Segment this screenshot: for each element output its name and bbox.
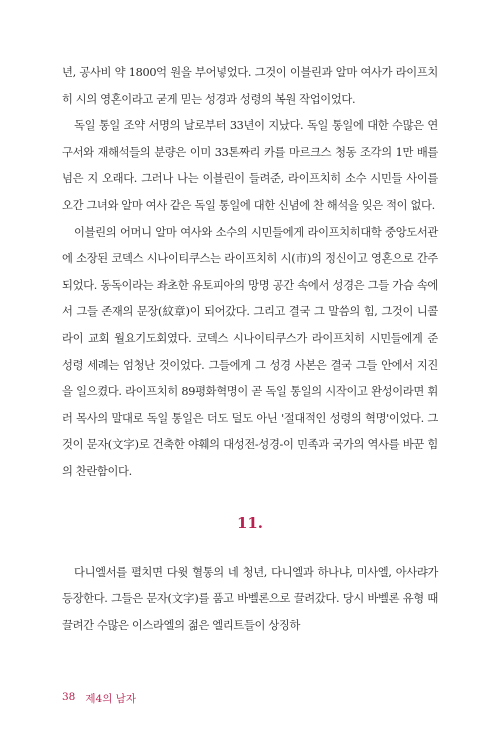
- section-heading: 11.: [236, 513, 264, 532]
- paragraph-3: 이블린의 어머니 알마 여사와 소수의 시민들에게 라이프치히대학 중앙도서관에 소장된 코덱스 시나이티쿠스는 라이프치히 시(市)의 정신이고 영혼으로 간주되었다. 동독이라는 좌초한 유토피아의 망명 공간 속에서 성경은 그들 가슴 속에서 그들 존재의 문장(紋章)이 되어갔다. 그리고 결국 그 말씀의 힘, 그것이 니콜라이 교회 월요기도회였다. 코덱스 시나이티쿠스가 라이프치히 시민들에게 준 성령 세례는 엄청난 것이었다. 그들에게 그 성경 사본은 결국 그들 안에서 지진을 일으켰다. 라이프치히 89평화혁명이 곧 독일 통일의 시작이고 완성이라면 휘러 목사의 말대로 독일 통일은 더도 덜도 아닌 '절대적인 성령의 혁명'이었다. 그것이 문자(文字)로 건축한 야훼의 대성전-성경-이 민족과 국가의 역사를 바꾼 힘의 찬란함이다.: [62, 225, 438, 478]
- paragraph-2: 독일 통일 조약 서명의 날로부터 33년이 지났다. 독일 통일에 대한 수많은 연구서와 재해석들의 분량은 이미 33톤짜리 카를 마르크스 청동 조각의 1만 배를 넘은 지 오래다. 그러나 나는 이블린이 들려준, 라이프치히 소수 시민들 사이를 오간 그녀와 알마 여사 같은 독일 통일에 대한 신념에 찬 해석을 잊은 적이 없다.: [62, 119, 438, 212]
- paragraph-1: 년, 공사비 약 1800억 원을 부어넣었다. 그것이 이블린과 알마 여사가 라이프치히 시의 영혼이라고 굳게 믿는 성경과 성령의 복원 작업이었다.: [62, 66, 438, 106]
- page-footer: [62, 691, 136, 706]
- page-body: [62, 60, 438, 639]
- page-number: 38: [62, 691, 76, 703]
- chapter-title: 제4의 남자: [85, 693, 136, 705]
- paragraph-4: 다니엘서를 펼치면 다윗 혈통의 네 청년, 다니엘과 하나냐, 미사엘, 아사랴가 등장한다. 그들은 문자(文字)를 품고 바벨론으로 끌려갔다. 당시 바벨론 유형 때 끌려간 수많은 이스라엘의 젊은 엘리트들이 상징하: [62, 565, 438, 632]
